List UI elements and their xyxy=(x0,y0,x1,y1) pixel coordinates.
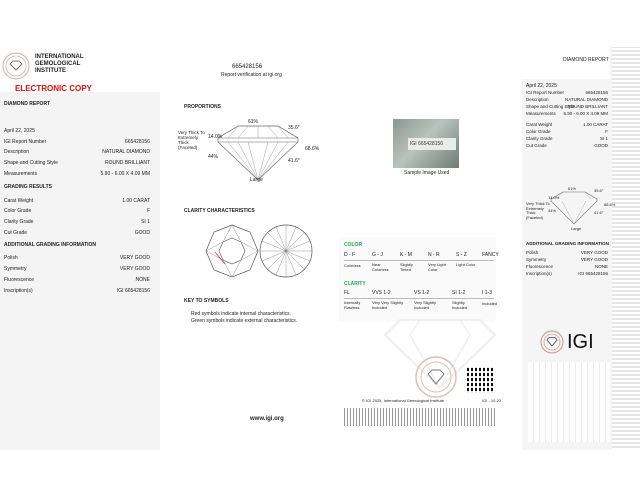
right-additional-row: Symmetry VERY GOOD xyxy=(526,257,608,262)
right-additional-row: Inscription(s) IGI 665428156 xyxy=(526,271,608,276)
grading-row: Color Grade F xyxy=(4,208,150,214)
grading-results-title: GRADING RESULTS xyxy=(4,184,52,190)
right-edge-strip xyxy=(612,47,640,450)
right-additional xyxy=(526,250,608,280)
report-type-label: DIAMOND REPORT xyxy=(4,101,51,107)
key-to-symbols-title: KEY TO SYMBOLS xyxy=(184,298,229,304)
clarity-scale-line xyxy=(344,298,494,299)
electronic-copy-label: ELECTRONIC COPY xyxy=(15,84,92,93)
crown-height: 14.0% xyxy=(208,134,223,140)
right-culet-label: Large xyxy=(571,226,582,231)
culet-label: Large xyxy=(250,177,263,183)
right-field-row: Shape and Cutting Style ROUND BRILLIANT xyxy=(526,104,608,109)
right-depth-pct: 68.6% xyxy=(604,202,616,207)
right-additional-title: ADDITIONAL GRADING INFORMATION xyxy=(526,241,609,246)
report-date: April 22, 2025 xyxy=(4,128,35,134)
clarity-desc: Internally Flawless xyxy=(344,300,361,310)
additional-row: Polish VERY GOOD xyxy=(4,255,150,261)
additional-fields xyxy=(4,255,150,297)
left-panel xyxy=(0,47,160,450)
institute-line-2: GEMOLOGICAL xyxy=(35,61,81,67)
pavilion-pct: 44% xyxy=(208,154,219,160)
right-pavilion-angle: 41.6° xyxy=(594,210,604,215)
clarity-scale-title: CLARITY xyxy=(344,281,366,287)
color-grade: FANCY xyxy=(482,252,499,258)
table-pct: 61% xyxy=(248,119,259,125)
igi-seal-icon xyxy=(2,52,30,80)
field-row: Shape and Cutting Style ROUND BRILLIANT xyxy=(4,160,150,166)
grading-row: Carat Weight 1.00 CARAT xyxy=(4,198,150,204)
clarity-grade: I 1-3 xyxy=(482,290,493,296)
sample-image-caption: Sample Image Used xyxy=(404,170,450,176)
clarity-grade: FL xyxy=(344,290,350,296)
color-title: COLOR xyxy=(344,242,363,248)
grading-row: Cut Grade GOOD xyxy=(4,230,150,236)
color-grade: G - J xyxy=(372,252,383,258)
clarity-plot-pavilion xyxy=(259,224,313,278)
right-table-pct: 61% xyxy=(568,186,577,191)
field-row: Measurements 5.90 - 6.00 X 4.09 MM xyxy=(4,171,150,177)
additional-row: Symmetry VERY GOOD xyxy=(4,266,150,272)
sample-inscription: IGI 665428156 xyxy=(410,141,444,147)
color-desc: Near Colorless xyxy=(372,262,389,272)
clarity-grade: VVS 1-2 xyxy=(372,290,391,296)
proportions-title: PROPORTIONS xyxy=(184,104,221,110)
color-grade: K - M xyxy=(400,252,412,258)
key-line-red: Red symbols indicate internal characteristics. xyxy=(191,311,292,317)
clarity-grade: VS 1-2 xyxy=(414,290,430,296)
color-grade: D - F xyxy=(344,252,356,258)
right-report-title: DIAMOND REPORT xyxy=(563,57,609,63)
grading-row: Clarity Grade SI 1 xyxy=(4,219,150,225)
clarity-desc: Slightly Included xyxy=(452,300,468,310)
color-grade: N - R xyxy=(428,252,440,258)
additional-row: Inscription(s) IGI 665428156 xyxy=(4,288,150,294)
color-desc: Colorless xyxy=(344,263,361,268)
right-field-row: Color Grade F xyxy=(526,129,608,134)
institute-line-1: INTERNATIONAL xyxy=(35,54,84,60)
pavilion-angle: 41.6° xyxy=(288,158,300,164)
right-report-date: April 22, 2025 xyxy=(526,83,557,89)
depth-pct: 68.6% xyxy=(305,146,320,152)
girdle-label: Very Thick To Extremely Thick (Faceted) xyxy=(178,130,205,150)
clarity-characteristics-title: CLARITY CHARACTERISTICS xyxy=(184,208,255,214)
report-number-top: 665428156 xyxy=(232,64,263,70)
right-field-row: Measurements 5.90 - 6.00 X 4.09 MM xyxy=(526,111,608,116)
color-desc: Light Color xyxy=(456,262,476,267)
qr-code-overlay xyxy=(467,367,493,393)
color-desc: Very Light Color xyxy=(428,262,446,272)
right-rotated-summary xyxy=(528,362,610,442)
footer-code: IGI - 10.20 xyxy=(482,398,501,403)
right-panel-header xyxy=(522,47,610,79)
igi-seal-icon xyxy=(415,356,457,398)
right-pavilion-pct: 44% xyxy=(548,208,557,213)
right-field-row: Carat Weight 1.00 CARAT xyxy=(526,122,608,127)
right-field-row: Description NATURAL DIAMOND xyxy=(526,97,608,102)
right-field-row: Cut Grade GOOD xyxy=(526,143,608,148)
clarity-desc: Very Slightly Included xyxy=(414,300,437,310)
key-line-green: Green symbols indicate external characteristics. xyxy=(191,318,298,324)
right-fields xyxy=(526,90,608,160)
color-scale xyxy=(344,252,499,272)
microtext-band xyxy=(344,408,496,426)
right-girdle-label: Very Thick To Extremely Thick (Faceted) xyxy=(526,201,550,220)
right-field-row: IGI Report Number 665428156 xyxy=(526,90,608,95)
website-link[interactable]: www.igi.org xyxy=(250,416,284,422)
additional-row: Fluorescence NONE xyxy=(4,277,150,283)
clarity-grade: SI 1-2 xyxy=(452,290,466,296)
right-crown-angle: 35.6° xyxy=(594,188,604,193)
color-desc: Slightly Tinted xyxy=(400,262,413,272)
clarity-desc: Very Very Slightly Included xyxy=(372,300,404,310)
clarity-desc: Included xyxy=(482,301,498,306)
color-scale-line xyxy=(344,260,494,261)
verification-text: Report verification at igi.org xyxy=(221,72,282,78)
right-crown-height: 14.0% xyxy=(548,195,560,200)
right-additional-row: Polish VERY GOOD xyxy=(526,250,608,255)
grading-fields xyxy=(4,198,150,238)
copyright-footer: © IGI 2025, International Gemological Institute xyxy=(362,398,445,403)
right-field-row: Clarity Grade SI 1 xyxy=(526,136,608,141)
color-grade: S - Z xyxy=(456,252,467,258)
igi-logo-seal-icon xyxy=(540,330,564,354)
institute-line-3: INSTITUTE xyxy=(35,68,66,74)
additional-grading-title: ADDITIONAL GRADING INFORMATION xyxy=(4,242,97,248)
field-row: Description NATURAL DIAMOND xyxy=(4,149,150,155)
left-fields xyxy=(4,139,150,179)
clarity-plot-crown xyxy=(205,224,259,278)
right-additional-row: Fluorescence NONE xyxy=(526,264,608,269)
proportions-diagram xyxy=(212,122,304,184)
field-row: IGI Report Number 665428156 xyxy=(4,139,150,145)
igi-logo-text: IGI xyxy=(567,331,594,353)
crown-angle: 35.6° xyxy=(288,125,300,131)
